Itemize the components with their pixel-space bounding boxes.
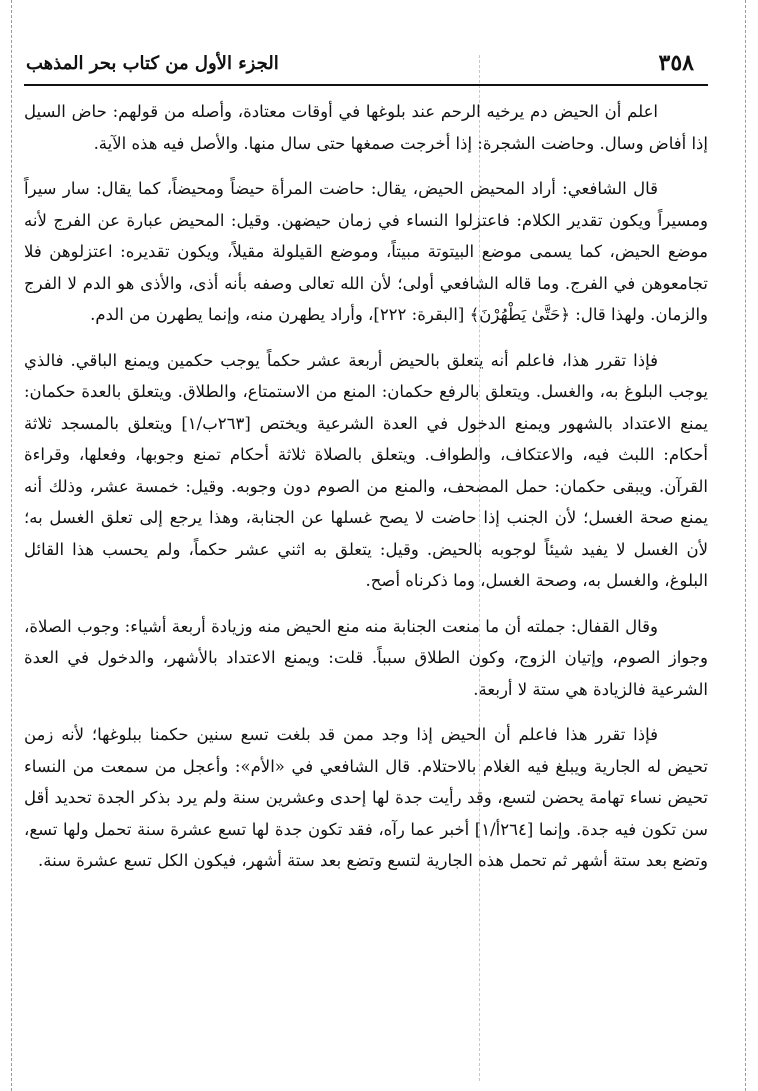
paragraph-hayd-definition: اعلم أن الحيض دم يرخيه الرحم عند بلوغها في أوقات معتادة، وأصله من قولهم: حاض السيل إذا أفاض وسال. وحاضت الشجرة: إذا أخرجت صمغها حتى سال منها. والأصل فيه هذه الآية. bbox=[24, 102, 708, 153]
page-body bbox=[24, 96, 708, 891]
paragraph-rulings: فإذا تقرر هذا، فاعلم أنه يتعلق بالحيض أربعة عشر حكماً يوجب حكمين ويمنع الباقي. فالذي يوجب البلوغ به، والغسل. ويتعلق بالرفع حكمان: المنع من الاستمتاع، والطلاق. ويتعلق بالعدة حكمان: يمنع الاعتداد بالشهور ويمنع الدخول في العدة الشرعية ويختص [٢٦٣ب/١] ويتعلق بالمسجد ثلاثة أحكام: اللبث فيه، والاعتكاف، والطواف. ويتعلق بالصلاة ثلاثة أحكام تمنع وجوبها، وفعلها، وقراءة القرآن. ويبقى حكمان: حمل المصحف، والمنع من الصوم دون وجوبه. وقيل: خمسة عشر، وذلك أنه يمنع صحة الغسل؛ لأن الجنب إذا حاضت لا يصح غسلها عن الجنابة، وهذا يرجع إلى تعلق الغسل به؛ لأن الغسل لا يفيد شيئاً لوجوبه بالحيض. وقيل: يتعلق به اثني عشر حكماً، ولم يحسب هذا القائل البلوغ، والغسل به، وصحة الغسل، وما ذكرناه أصح. bbox=[24, 350, 708, 590]
header-rule bbox=[24, 84, 708, 86]
paragraph-qaffal: وقال القفال: جملته أن ما منعت الجنابة منه منع الحيض منه وزيادة أربعة أشياء: وجوب الصلاة، وجواز الصوم، وإتيان الزوج، وكون الطلاق سبباً. قلت: ويمنع الاعتداد بالأشهر، والدخول في العدة الشرعية فالزيادة هي ستة لا أربعة. bbox=[24, 616, 708, 699]
page-number: ٣٥٨ bbox=[658, 50, 694, 76]
running-title: الجزء الأول من كتاب بحر المذهب bbox=[26, 52, 279, 74]
page-header bbox=[24, 44, 708, 82]
paragraph-puberty: فإذا تقرر هذا فاعلم أن الحيض إذا وجد ممن قد بلغت تسع سنين حكمنا ببلوغها؛ لأنه زمن تحيض له الجارية ويبلغ فيه الغلام بالاحتلام. قال الشافعي في «الأم»: وأعجل من سمعت من النساء تحيض نساء تهامة يحضن لتسع، وقد رأيت جدة لها إحدى وعشرين سنة ولم يرد بذكر الجدة تحديد أقل سن تكون فيه جدة. وإنما [٢٦٤أ/١] أخبر عما رآه، فقد تكون جدة لها تسع عشرة سنة تحمل ولها تسع، وتضع بعد ستة أشهر ثم تحمل هذه الجارية لتسع وتضع بعد ستة أشهر، فيكون الكل تسع عشرة سنة. bbox=[24, 725, 708, 870]
scan-edge-left bbox=[11, 0, 12, 1091]
paragraph-shafii-opinion: قال الشافعي: أراد المحيض الحيض، يقال: حاضت المرأة حيضاً ومحيضاً، كما يقال: سار سيراً ومسيراً ويكون تقدير الكلام: فاعتزلوا النساء في زمان حيضهن. وقيل: المحيض عبارة عن الفرج لأنه موضع الحيض، كما يسمى موضع البيتوتة مبيتاً، وموضع القيلولة مقيلاً، ويكون تقديره: اعتزلوهن فلا تجامعوهن في الفرج. وما قاله الشافعي أولى؛ لأن الله تعالى وصفه بأنه أذى، والأذى هو الدم لا الفرج والزمان. ولهذا قال: ﴿حَتَّىٰ يَطْهُرْنَ﴾ [البقرة: ٢٢٢]، وأراد يطهرن منه، وإنما يطهرن من الدم. bbox=[24, 179, 708, 324]
scan-edge-right bbox=[745, 0, 746, 1091]
